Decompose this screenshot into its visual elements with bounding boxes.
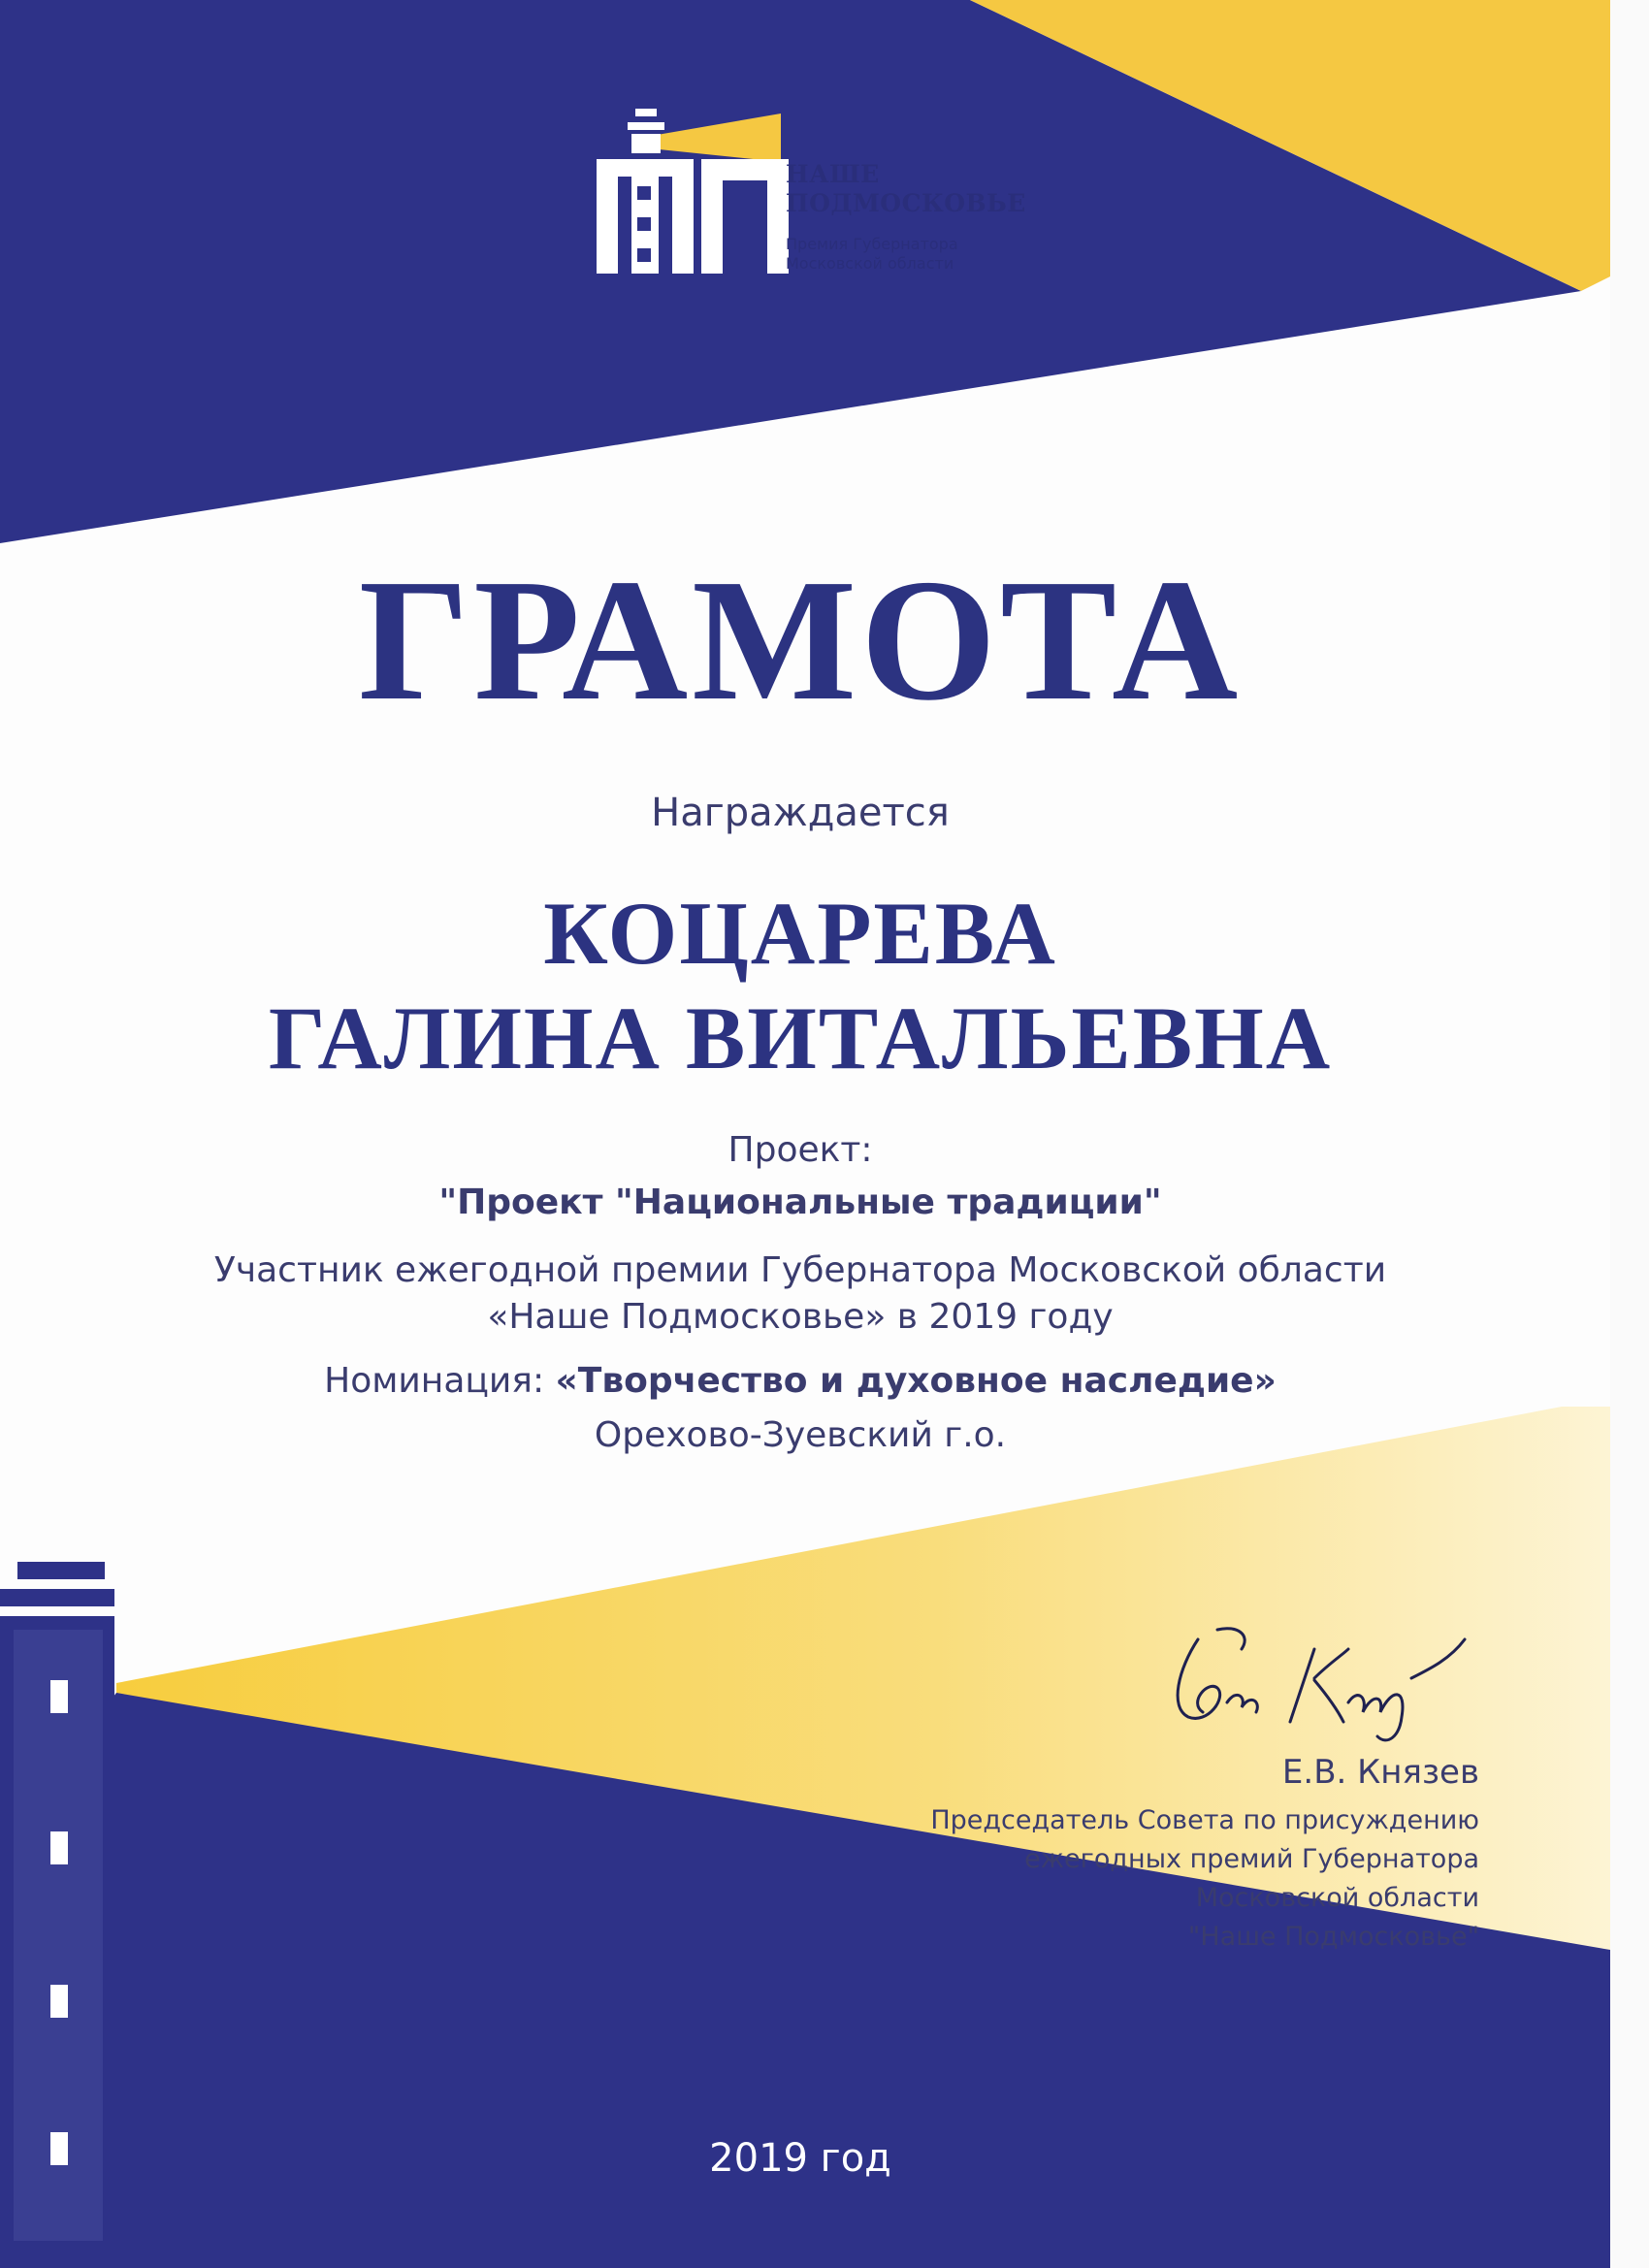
participant-text [0, 1247, 1600, 1341]
participant-line1: Участник ежегодной премии Губернатора Московской области [213, 1250, 1387, 1290]
project-name: "Проект "Национальные традиции" [438, 1183, 1162, 1222]
issue-year: 2019 год [709, 2136, 891, 2181]
signer-position-line2: ежегодных премий Губернатора [1024, 1844, 1479, 1874]
nomination-label: Номинация: [324, 1361, 556, 1401]
logo-title-line1: НАШЕ [786, 160, 880, 188]
certificate-title: ГРАМОТА [358, 543, 1243, 736]
logo-subtitle-line1: Премия Губернатора [786, 235, 958, 253]
logo-subtitle-line2: Московской области [786, 254, 954, 273]
signer-name: Е.В. Князев [1281, 1753, 1479, 1792]
awarded-label: Награждается [651, 791, 950, 835]
district: Орехово-Зуевский г.о. [594, 1415, 1007, 1455]
nomination-value: «Творчество и духовное наследие» [555, 1361, 1277, 1401]
logo-title-line2: ПОДМОСКОВЬЕ [786, 189, 1026, 217]
handwritten-signature [1159, 1610, 1489, 1756]
recipient-surname: КОЦАРЕВА [543, 884, 1057, 983]
signer-position-line4: "Наше Подмосковье" [1187, 1922, 1479, 1952]
recipient-given-names: ГАЛИНА ВИТАЛЬЕВНА [268, 988, 1333, 1087]
nomination [0, 1358, 1600, 1405]
recipient-name [0, 881, 1600, 1090]
signer-position-line1: Председатель Совета по присуждению [930, 1805, 1479, 1835]
logo-subtitle [786, 235, 958, 274]
logo-title [786, 160, 1026, 218]
participant-line2: «Наше Подмосковье» в 2019 году [487, 1297, 1114, 1337]
signer-block [800, 1751, 1479, 1957]
right-margin [1610, 0, 1649, 2268]
project-label: Проект: [728, 1130, 873, 1170]
signer-position-line3: Московской области [1195, 1883, 1479, 1913]
